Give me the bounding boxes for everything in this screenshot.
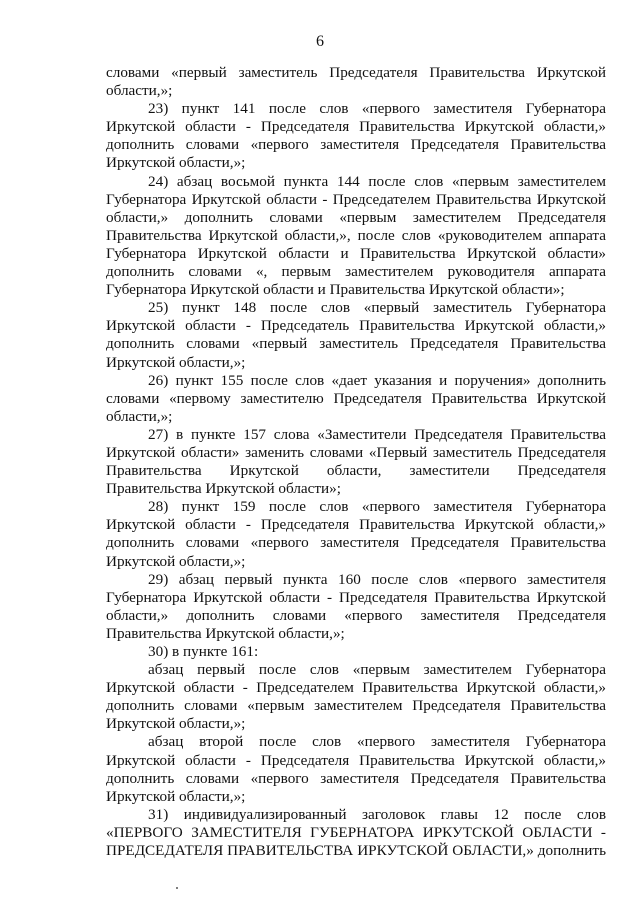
paragraph-item-30-second: абзац второй после слов «первого заместителя Губернатора Иркутской области - Председателя Правительства Иркутской области,» дополнить словами «первого заместителя Председателя Правительства Иркутской области,»; — [106, 733, 606, 805]
paragraph-item-31: 31) индивидуализированный заголовок главы 12 после слов «ПЕРВОГО ЗАМЕСТИТЕЛЯ ГУБЕРНАТОРА ИРКУТСКОЙ ОБЛАСТИ - ПРЕДСЕДАТЕЛЯ ПРАВИТЕЛЬСТВА ИРКУТСКОЙ ОБЛАСТИ,» дополнить — [106, 805, 606, 860]
paragraph-item-25: 25) пункт 148 после слов «первый заместитель Губернатора Иркутской области - Председатель Правительства Иркутской области,» дополнить словами «первый заместитель Председателя Правительства Иркутской области,»; — [106, 299, 606, 371]
page-number: 6 — [316, 33, 324, 50]
paragraph-item-30: 30) в пункте 161: — [148, 643, 259, 660]
paragraph-item-29: 29) абзац первый пункта 160 после слов «первого заместителя Губернатора Иркутской области - Председателя Правительства Иркутской области,» дополнить словами «первого заместителя Председателя Правительства Иркутской области,»; — [106, 570, 606, 642]
paragraph-item-30-first: абзац первый после слов «первым заместителем Губернатора Иркутской области - Председателем Правительства Иркутской области,» дополнить словами «первым заместителем Председателя Правительства Иркутской области,»; — [106, 661, 606, 733]
paragraph-item-28: 28) пункт 159 после слов «первого заместителя Губернатора Иркутской области - Председателя Правительства Иркутской области,» дополнить словами «первого заместителя Председателя Правительства Иркутской области,»; — [106, 498, 606, 570]
scan-speck — [176, 887, 178, 889]
paragraph-item-24: 24) абзац восьмой пункта 144 после слов «первым заместителем Губернатора Иркутской области - Председателем Правительства Иркутской области,» дополнить словами «первым заместителем Председателя Правительства Иркутской области,», после слов «руководителем аппарата Губернатора Иркутской области и Правительства Иркутской области» дополнить словами «, первым заместителем руководителя аппарата Губернатора Иркутской области и Правительства Иркутской области»; — [106, 172, 606, 299]
paragraph-item-23: 23) пункт 141 после слов «первого заместителя Губернатора Иркутской области - Председателя Правительства Иркутской области,» дополнить словами «первого заместителя Председателя Правительства Иркутской области,»; — [106, 100, 606, 172]
paragraph-continuation: словами «первый заместитель Председателя Правительства Иркутской области,»; — [106, 64, 606, 100]
document-body — [106, 64, 606, 860]
paragraph-item-26: 26) пункт 155 после слов «дает указания и поручения» дополнить словами «первому заместителю Председателя Правительства Иркутской области,»; — [106, 371, 606, 425]
paragraph-item-27: 27) в пункте 157 слова «Заместители Председателя Правительства Иркутской области» заменить словами «Первый заместитель Председателя Правительства Иркутской области, заместители Председателя Правительства Иркутской области»; — [106, 425, 606, 498]
